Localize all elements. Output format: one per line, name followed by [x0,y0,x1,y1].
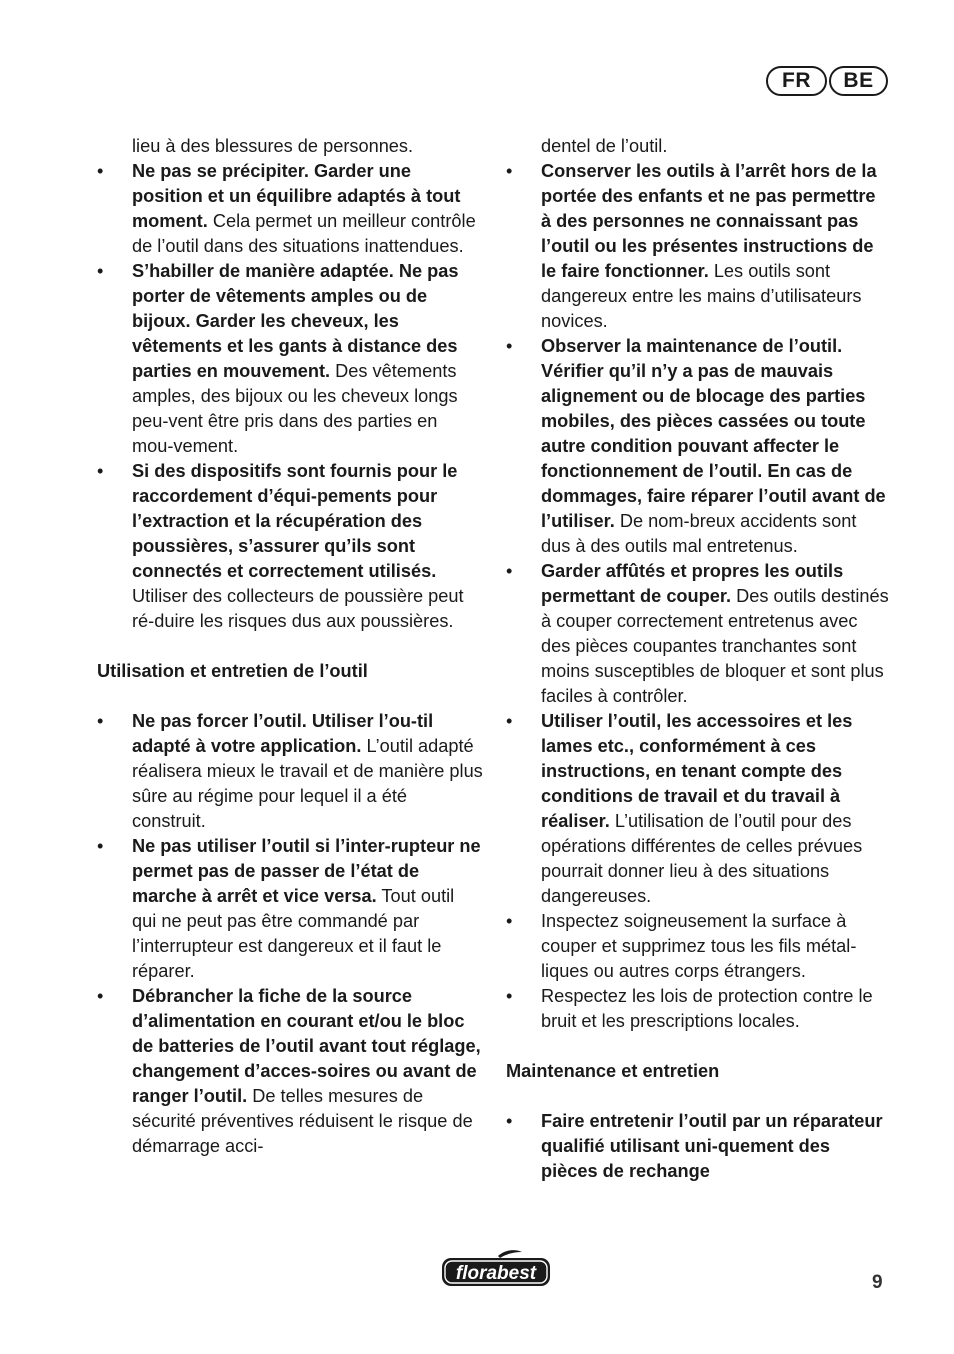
bullet-icon: • [506,1111,513,1131]
section-heading: Utilisation et entretien de l’outil [97,661,368,681]
explanation-text: Inspectez soigneusement la surface à couper et supprimez tous les fils métal-liques ou autres corps étrangers. [541,911,857,981]
bold-instruction: Garder affûtés et propres les outils permettant de couper. [541,561,844,606]
explanation-text: Respectez les lois de protection contre le bruit et les prescriptions locales. [541,986,873,1031]
list-item [97,984,483,1159]
bold-instruction: Conserver les outils à l’arrêt hors de la portée des enfants et ne pas permettre à des personnes ne connaissant pas l’outil ou les présentes instructions de le faire fonctionner. [541,161,877,281]
list-item [506,909,890,984]
bold-instruction: Observer la maintenance de l’outil. Vérifier qu’il n’y a pas de mauvais alignement ou de blocage des parties mobiles, des pièces cassées ou toute autre condition pouvant affecter le fonctionnement de l’outil. En cas de dommages, faire réparer l’outil avant de l’utiliser. [541,336,886,531]
bold-instruction: Ne pas utiliser l’outil si l’inter-rupteur ne permet pas de passer de l’état de marche à arrêt et vice versa. [132,836,481,906]
list-item [506,984,890,1034]
bullet-icon: • [506,336,513,356]
continued-text: dentel de l’outil. [541,136,668,156]
bullet-icon: • [506,911,513,931]
language-badge-be: BE [829,66,888,96]
bold-instruction: Ne pas forcer l’outil. Utiliser l’ou-til adapté à votre application. [132,711,434,756]
bullet-icon: • [97,836,104,856]
list-item [97,259,483,459]
safety-list [506,1109,890,1184]
safety-list [506,159,890,1034]
explanation-text: Tout outil qui ne peut pas être commandé par l’interrupteur est dangereux et il faut le réparer. [132,886,455,981]
explanation-text: De telles mesures de sécurité préventives réduisent le risque de démarrage acci- [132,1086,473,1156]
explanation-text: L’utilisation de l’outil pour des opérations différentes de celles prévues pourrait donner lieu à des situations dangereuses. [541,811,863,906]
list-item [506,709,890,909]
bullet-icon: • [97,161,104,181]
bullet-icon: • [506,986,513,1006]
language-badge-fr: FR [766,66,827,96]
explanation-text: Des vêtements amples, des bijoux ou les cheveux longs peu-vent être pris dans des parties en mou-vement. [132,361,458,456]
bullet-icon: • [97,986,104,1006]
bold-instruction: Si des dispositifs sont fournis pour le raccordement d’équi-pements pour l’extraction et la récupération des poussières, s’assurer qu’ils sont connectés et correctement utilisés. [132,461,458,581]
florabest-logo [440,1248,552,1288]
list-item [506,159,890,334]
list-item [97,159,483,259]
left-column [97,134,483,1159]
bold-instruction: Débrancher la fiche de la source d’alimentation en courant et/ou le bloc de batteries de l’outil avant tout réglage, changement d’acces-soires ou avant de ranger l’outil. [132,986,481,1106]
list-item [97,459,483,634]
bullet-icon: • [97,711,104,731]
explanation-text: De nom-breux accidents sont dus à des outils mal entretenus. [541,511,857,556]
bold-instruction: Faire entretenir l’outil par un réparateur qualifié utilisant uni-quement des pièces de rechange [541,1111,883,1181]
bullet-icon: • [97,461,104,481]
bold-instruction: S’habiller de manière adaptée. Ne pas porter de vêtements amples ou de bijoux. Garder les cheveux, les vêtements et les gants à distance des parties en mouvement. [132,261,459,381]
page-number: 9 [872,1272,883,1293]
bold-instruction: Ne pas se précipiter. Garder une position et un équilibre adaptés à tout moment. [132,161,461,231]
bullet-icon: • [506,561,513,581]
bullet-icon: • [506,161,513,181]
right-column [506,134,890,1184]
section-heading: Maintenance et entretien [506,1061,720,1081]
explanation-text: Cela permet un meilleur contrôle de l’outil dans des situations inattendues. [132,211,476,256]
list-item [97,834,483,984]
bullet-icon: • [97,261,104,281]
explanation-text: Des outils destinés à couper correctement entretenus avec des pièces coupantes tranchantes sont moins susceptibles de bloquer et sont plus faciles à contrôler. [541,586,889,706]
bullet-icon: • [506,711,513,731]
list-item [506,1109,890,1184]
list-item [97,709,483,834]
list-item [506,559,890,709]
explanation-text: L’outil adapté réalisera mieux le travail et de manière plus sûre au régime pour lequel il a été construit. [132,736,483,831]
continued-text: lieu à des blessures de personnes. [132,136,414,156]
safety-list [97,709,483,1159]
explanation-text: Les outils sont dangereux entre les mains d’utilisateurs novices. [541,261,862,331]
bold-instruction: Utiliser l’outil, les accessoires et les lames etc., conformément à ces instructions, en tenant compte des conditions de travail et du travail à réaliser. [541,711,853,831]
explanation-text: Utiliser des collecteurs de poussière peut ré-duire les risques dus aux poussières. [132,586,464,631]
list-item [506,334,890,559]
safety-list [97,159,483,634]
logo-text: florabest [455,1263,537,1284]
